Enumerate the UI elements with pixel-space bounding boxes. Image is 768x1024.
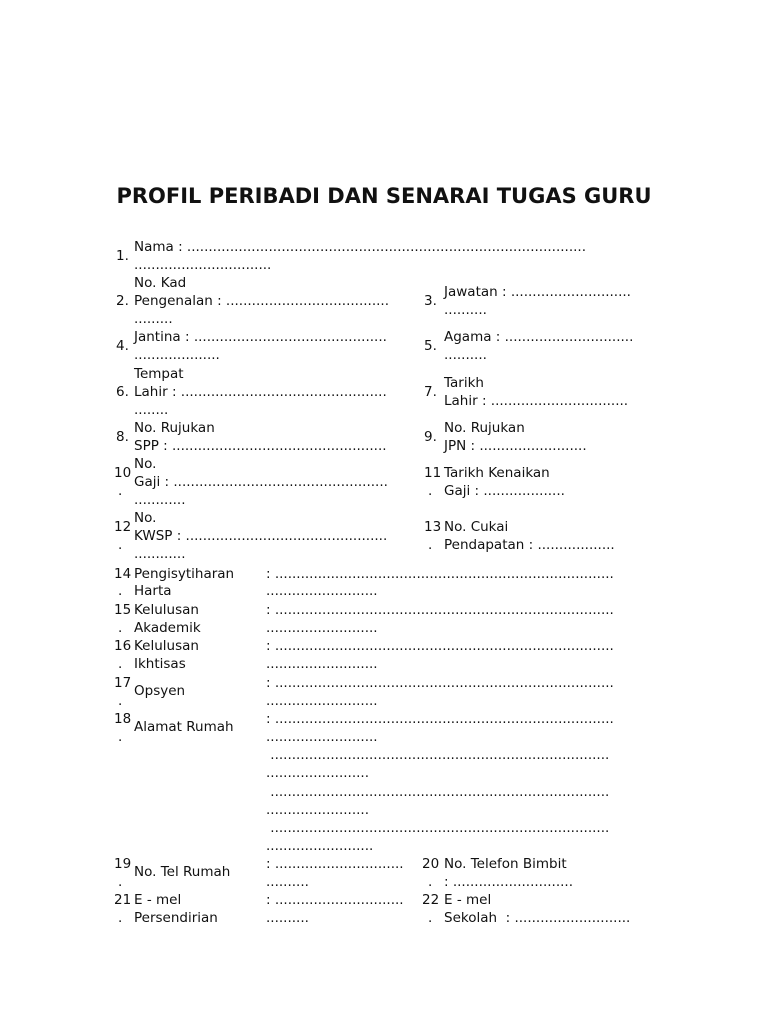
item-number: 22	[422, 892, 440, 908]
item-number: 18	[114, 711, 132, 727]
field-kwsp: KWSP : ...............................................	[134, 528, 388, 544]
field-no-kad: Pengenalan : ......................................	[134, 293, 390, 309]
field-cont: ..........................	[266, 583, 378, 599]
field-cont: ..........	[444, 302, 487, 318]
field-rujukan-spp: SPP : ..................................................	[134, 438, 387, 454]
item-number: 4.	[116, 338, 129, 354]
item-number: 17	[114, 675, 132, 691]
field-agama: Agama : ..............................	[444, 329, 634, 345]
item-number: 7.	[424, 384, 437, 400]
address-line: ...............................................................................	[266, 784, 610, 800]
field-tel-rumah: : ..............................	[266, 856, 404, 872]
field-no-gaji: Gaji : ..................................................	[134, 474, 388, 490]
item-number: 9.	[424, 429, 437, 445]
field-label: Akademik	[134, 620, 201, 636]
field-label: No. Tel Rumah	[134, 864, 231, 880]
item-number-dot: .	[118, 537, 123, 553]
item-number: 19	[114, 856, 132, 872]
address-line-cont: ........................	[266, 802, 369, 818]
field-emel-persendirian: : ..............................	[266, 892, 404, 908]
item-number: 13	[424, 519, 442, 535]
field-label: Kelulusan	[134, 638, 199, 654]
field-label: Persendirian	[134, 910, 218, 926]
address-line-cont: ........................	[266, 765, 369, 781]
item-number: 20	[422, 856, 440, 872]
field-tarikh-lahir: Lahir : ................................	[444, 393, 629, 409]
field-label: No.	[134, 456, 157, 472]
item-number-dot: .	[118, 583, 123, 599]
field-cont: ..........	[266, 874, 309, 890]
item-number: 16	[114, 638, 132, 654]
item-number: 15	[114, 602, 132, 618]
field-kelulusan-ikhtisas: : ...............................................................................	[266, 638, 614, 654]
item-number-dot: .	[118, 620, 123, 636]
field-cont: ..........................	[266, 729, 378, 745]
field-label: No. Cukai	[444, 519, 509, 535]
field-label: Alamat Rumah	[134, 719, 234, 735]
field-cont: ..........	[266, 910, 309, 926]
field-tarikh-kenaikan-gaji: Gaji : ...................	[444, 483, 565, 499]
field-cont: ............	[134, 492, 186, 508]
item-number: 2.	[116, 293, 129, 309]
field-label: Tarikh Kenaikan	[444, 465, 550, 481]
field-nama-cont: ................................	[134, 257, 272, 273]
field-label: No.	[134, 510, 157, 526]
item-number-dot: .	[428, 483, 433, 499]
field-telefon-bimbit: : ............................	[444, 874, 573, 890]
item-number-dot: .	[118, 656, 123, 672]
item-number: 11	[424, 465, 442, 481]
field-rujukan-jpn: JPN : .........................	[444, 438, 587, 454]
field-cont: ........	[134, 402, 169, 418]
field-jawatan: Jawatan : ............................	[444, 284, 631, 300]
field-cont: ..........................	[266, 620, 378, 636]
page-title: PROFIL PERIBADI DAN SENARAI TUGAS GURU	[116, 184, 652, 208]
field-label: No. Rujukan	[134, 420, 215, 436]
field-nama: Nama : .............................................................................................	[134, 239, 587, 255]
field-pengisytiharan-harta: : ...............................................................................	[266, 566, 614, 582]
item-number-dot: .	[118, 874, 123, 890]
field-alamat-rumah: : ...............................................................................	[266, 711, 614, 727]
item-number: 12	[114, 519, 132, 535]
field-label: Pengisytiharan	[134, 566, 235, 582]
item-number-dot: .	[118, 910, 123, 926]
field-cont: ....................	[134, 347, 220, 363]
field-label: No. Kad	[134, 275, 187, 291]
field-no-cukai: Pendapatan : ..................	[444, 537, 615, 553]
field-label: No. Rujukan	[444, 420, 525, 436]
field-label: Tempat	[134, 366, 184, 382]
item-number: 3.	[424, 293, 437, 309]
item-number-dot: .	[428, 910, 433, 926]
field-cont: ..........................	[266, 656, 378, 672]
item-number: 6.	[116, 384, 129, 400]
field-label: Opsyen	[134, 683, 186, 699]
field-emel-sekolah: Sekolah : ...........................	[444, 910, 631, 926]
field-label: No. Telefon Bimbit	[444, 856, 567, 872]
field-label: E - mel	[134, 892, 182, 908]
field-label: Kelulusan	[134, 602, 199, 618]
field-label: Tarikh	[444, 375, 484, 391]
item-number-dot: .	[428, 874, 433, 890]
field-label: E - mel	[444, 892, 492, 908]
field-label: Ikhtisas	[134, 656, 186, 672]
address-line: ...............................................................................	[266, 820, 610, 836]
item-number-dot: .	[118, 693, 123, 709]
field-cont: ..........	[444, 347, 487, 363]
address-line: ...............................................................................	[266, 747, 610, 763]
item-number-dot: .	[428, 537, 433, 553]
field-label: Harta	[134, 583, 172, 599]
item-number-dot: .	[118, 729, 123, 745]
field-jantina: Jantina : .............................................	[134, 329, 387, 345]
item-number: 1.	[116, 248, 129, 264]
field-cont: ............	[134, 546, 186, 562]
field-cont: ..........................	[266, 693, 378, 709]
field-cont: .........	[134, 311, 173, 327]
item-number: 10	[114, 465, 132, 481]
item-number: 14	[114, 566, 132, 582]
item-number: 8.	[116, 429, 129, 445]
field-opsyen: : ...............................................................................	[266, 675, 614, 691]
field-tempat-lahir: Lahir : ................................................	[134, 384, 387, 400]
item-number-dot: .	[118, 483, 123, 499]
address-line-cont: .........................	[266, 838, 374, 854]
item-number: 5.	[424, 338, 437, 354]
field-kelulusan-akademik: : ...............................................................................	[266, 602, 614, 618]
item-number: 21	[114, 892, 132, 908]
